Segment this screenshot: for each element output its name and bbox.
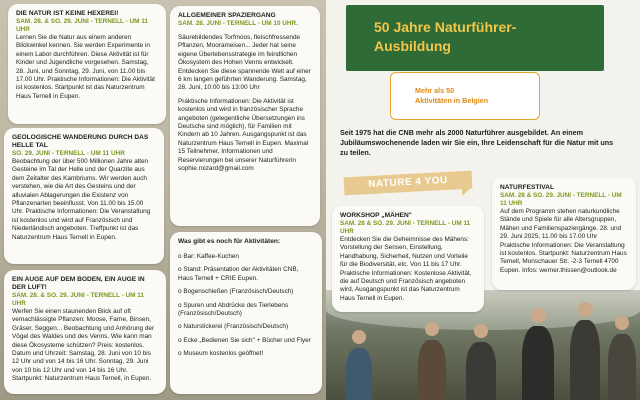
activity-item: o Stand: Präsentation der Aktivitäten CNB, Haus Ternell + CRIE Eupen. (178, 266, 299, 282)
activity-item: o Ecke „Bedienen Sie sich" + Bücher und Flyer (178, 336, 311, 344)
card-title: EIN AUGE AUF DEM BODEN, EIN AUGE IN DER LUFT! (12, 276, 145, 291)
photo-person (522, 326, 554, 400)
card-date: SAM. 28 & SO. 29. JUNI - TERNELL - UM 11 UHR (500, 192, 622, 207)
activity-item: o Bar: Kaffee-Kuchen (178, 253, 239, 260)
card-body: Lernen Sie die Natur aus einem anderen Blickwinkel kennen. Sie werden Experimente in einem Labor durchführen. Diese Aktivität ist für Kinder und Jugendliche vorgesehen. Samstag, 28. Juni, und Sonntag, 29. Juni, von 11.00 bis 17.00 Uhr. Praktische Informationen: Die Aktivität ist kostenlos. Startpunkt ist das Naturzentrum Haus Ternell in Eupen. (16, 34, 155, 100)
page-title-line1: 50 Jahre Naturführer- (374, 19, 517, 35)
photo-person (570, 320, 600, 400)
card-body-practical: Praktische Informationen: Die Aktivität ist kostenlos und wird in französischer Sprache angeboten (gelegentliche Übersetzungen ins Deutsche sind möglich), für Familien mit Kindern ab 10 Jahren. Ausgangspunkt ist das Naturzentrum Haus Ternell in Eupen. Maximal 15 Teilnehmer, Informationen und Reservierungen bei unserer Naturführerin sophie.roizard@gmail.com (178, 97, 309, 173)
photo-person-head (578, 302, 593, 317)
card-title: GEOLOGISCHE WANDERUNG DURCH DAS HELLE TAL (12, 134, 149, 149)
card-date: SAM. 28 & SO. 29. JUNI - TERNELL - UM 11 UHR (340, 220, 471, 235)
card-title: NATURFESTIVAL (500, 184, 554, 191)
card-body: Entdecken Sie die Geheimnisse des Mähens: Vorstellung der Sensen, Einstellung, Handhabung, Sicherheit, Nutzen und Vorteile für die Biodiversität, etc. Von 11 bis 17 Uhr. Praktische Informationen: Kostenlose Aktivität, die auf Deutsch und Französisch angeboten wird, Ausgangspunkt ist das Naturzentrum Haus Ternell in Eupen. (340, 236, 472, 302)
photo-person (466, 342, 496, 400)
activity-item: o Museum kostenlos geöffnet! (178, 350, 264, 358)
banner-tail (462, 178, 472, 196)
photo-person-head (425, 322, 439, 336)
activity-item: o Spuren und Abdrücke des Tierlebens (Französisch/Deutsch) (178, 301, 289, 318)
photo-person (418, 340, 446, 400)
card-title: ALLGEMEINER SPAZIERGANG (178, 12, 276, 19)
intro-text: Seit 1975 hat die CNB mehr als 2000 Naturführer ausgebildet. An einem Jubiläumswochenende laden wir Sie ein, Ihre Leidenschaft für die Natur mit uns zu teilen. (340, 128, 614, 157)
card-body: Werfen Sie einen staunenden Blick auf oft vernachlässigte Pflanzen: Moose, Farne, Binsen, Gräser, Seggen... Beobachtung und Anhörung der Vögel des Waldes und des Venns. Wie kann man diese Ökosysteme schützen? Preis: kostenlos. Datum und Uhrzeit: Samstag, 28. Juni von 10 bis 12 Uhr und von 14 bis 16 Uhr. Sonntag, 29. Juni von 10 bis 12 Uhr und von 14 bis 16 Uhr. Startpunkt: Naturzentrum Haus Ternell, in Eupen. (12, 308, 155, 383)
activities-count-badge (390, 72, 540, 120)
page-title (374, 18, 516, 56)
card-auge (4, 270, 166, 394)
photo-person (608, 334, 636, 400)
card-date: SAM. 28. & SO. 29. JUNI - TERNELL - UM 11 UHR (16, 18, 148, 33)
badge-line1: Mehr als 50 (415, 86, 455, 95)
title-banner (346, 5, 604, 71)
card-festival (492, 178, 636, 290)
card-title: DIE NATUR IST KEINE HEXEREI! (16, 10, 119, 17)
card-date: SAM. 28. & SO. 29. JUNI - TERNELL - UM 11 UHR (12, 292, 144, 307)
card-date: SO. 29. JUNI - TERNELL - UM 11 UHR (12, 150, 125, 157)
page-title-line2: Ausbildung (374, 38, 451, 54)
nature-4-you-banner: NATURE 4 YOU (344, 171, 473, 196)
badge-line2: Aktivitäten in Belgien (415, 96, 489, 105)
photo-person-head (615, 316, 629, 330)
activity-item: o Bogenschießen (Französisch/Deutsch) (178, 288, 294, 296)
card-activities (170, 232, 322, 394)
photo-person-head (531, 308, 546, 323)
card-body: Auf dem Programm stehen naturkundliche Stände und Spiele für alle Altersgruppen, Mähen und Familienspaziergänge. 28. und 29. Juni 2025, 11.00 bis 17.00 Uhr Praktische Informationen: Die Veranstaltung ist kostenlos. Startpunkt: Naturzentrum Haus Ternell, Monschauer Str. -2-3 Ternell 4700 Eupen. Infos: werner.thissen@outlook.de (500, 208, 627, 274)
card-body: Säurebildendes Torfmoos, fleischfressende Pflanzen, Moorameisen... Jeder hat seine eigene Überlebensstrategie im feindlichen Ökosystem des Hohen Venns entwickelt. Entdecken Sie diese spannende Welt auf einer 6 km langen geführten Wanderung. Samstag, 28. Juni, 10:00 bis 13:00 Uhr (178, 34, 311, 92)
card-title: WORKSHOP „MÄHEN" (340, 212, 412, 219)
card-workshop (332, 206, 484, 312)
card-body: Beobachtung der über 500 Millionen Jahre alten Gesteine im Tal der Helle und der Quarzite aus dem Zeitalter des Kambriums. Wir werden auch verstehen, wie die Art des Gesteins und der alluvialen Ablagerungen die Existenz von Pflanzenarten beeinflusst. Von 11.00 bis 15.00 Uhr. Praktische Informationen: Die Veranstaltung ist kostenlos und wird auf Französisch und Niederländisch angeboten. Treffpunkt ist das Naturzentrum Haus Ternell in Eupen. (12, 158, 151, 241)
card-hexerei (8, 4, 166, 124)
activity-item: o Naturstickerei (Französisch/Deutsch) (178, 323, 289, 331)
card-geologie (4, 128, 164, 264)
photo-person-head (474, 324, 488, 338)
photo-person (346, 348, 372, 400)
card-spaziergang (170, 6, 320, 226)
photo-person-head (352, 330, 366, 344)
card-title: Was gibt es noch für Aktivitäten: (178, 238, 281, 245)
card-date: SAM. 28. JUNI - TERNELL - UM 10 UHR. (178, 20, 298, 27)
